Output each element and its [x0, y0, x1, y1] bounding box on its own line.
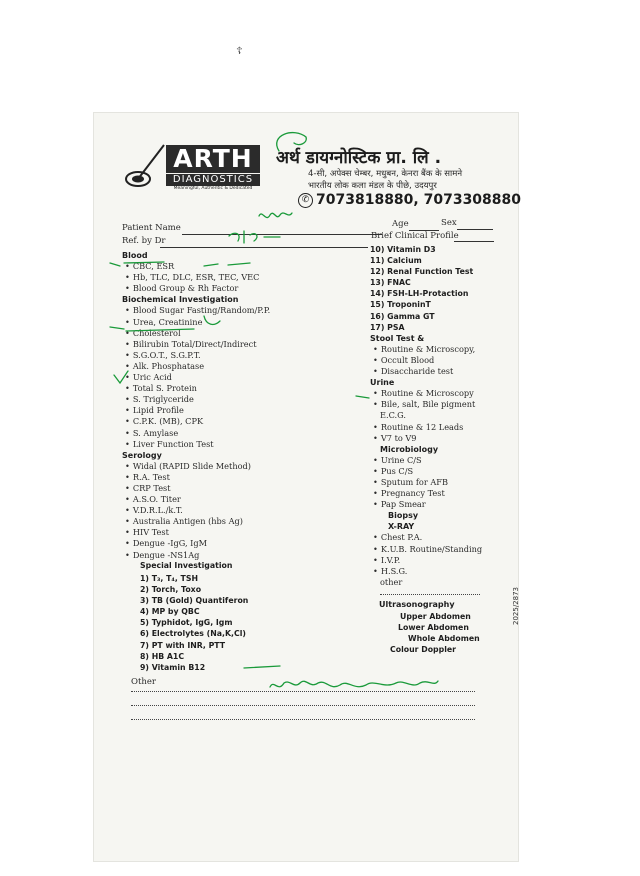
list-item: Blood: [122, 251, 148, 260]
list-item: • Sputum for AFB: [370, 477, 482, 488]
list-item: • V7 to V9: [370, 433, 482, 444]
list-item: 10) Vitamin D3: [370, 245, 436, 254]
list-item: • Uric Acid: [122, 372, 270, 383]
list-item: E.C.G.: [380, 410, 407, 421]
list-item: Colour Doppler: [390, 645, 457, 655]
list-item: 14) FSH-LH-Protaction: [370, 289, 469, 299]
address-line-2: भारतीय लोक कला मंडल के पीछे, उदयपुर: [308, 181, 437, 191]
list-item: Serology: [122, 450, 162, 460]
list-item: 15) TroponinT: [370, 300, 431, 310]
list-item: • Chest P.A.: [370, 532, 482, 543]
list-item: 9) Vitamin B12: [140, 662, 206, 672]
list-item: Lower Abdomen: [398, 623, 469, 633]
patient-name-line: [182, 234, 382, 235]
ultrasonography-title: Ultrasonography: [379, 600, 455, 609]
list-item: • CBC, ESR: [122, 261, 270, 272]
form-code: 2025/2873: [512, 587, 520, 625]
list-item: Biopsy: [388, 511, 419, 521]
list-item: Urine: [370, 378, 395, 388]
list-item: • Bile, salt, Bile pigment: [370, 399, 482, 410]
clinical-profile-label: Brief Clinical Profile: [371, 231, 459, 241]
age-label: Age: [392, 219, 409, 229]
list-item: 4) MP by QBC: [140, 607, 200, 617]
list-item: • Urea, Creatinine: [122, 317, 270, 328]
other-dotted-line: [380, 594, 480, 595]
list-item: • C.P.K. (MB), CPK: [122, 416, 270, 427]
list-item: other: [380, 576, 403, 587]
address-line-1: 4-सी, अपेक्स चेम्बर, मधुबन, केनरा बैंक के सामने: [308, 169, 463, 179]
list-item: • Lipid Profile: [122, 405, 270, 416]
list-item: 2) Torch, Toxo: [140, 585, 202, 595]
list-item: • Blood Group & Rh Factor: [122, 283, 270, 294]
list-item: 13) FNAC: [370, 278, 411, 288]
list-item: X-RAY: [388, 522, 415, 532]
list-item: • HIV Test: [122, 527, 270, 538]
list-item: Stool Test &: [370, 333, 425, 343]
patient-name-label: Patient Name: [122, 223, 181, 233]
ref-by-label: Ref. by Dr: [122, 236, 166, 246]
list-item: 6) Electrolytes (Na,K,Cl): [140, 629, 246, 639]
list-item: Microbiology: [380, 444, 439, 454]
list-item: 1) T₃, T₄, TSH: [140, 574, 198, 583]
list-item: • Bilirubin Total/Direct/Indirect: [122, 339, 270, 350]
list-item: • Cholesterol: [122, 328, 270, 339]
list-item: 17) PSA: [370, 322, 405, 332]
right-test-list: [370, 244, 482, 588]
clinical-profile-line: [454, 241, 494, 242]
sex-label: Sex: [441, 218, 457, 228]
phone-icon: ✆: [298, 193, 313, 208]
left-test-list: [122, 250, 270, 561]
list-item: • S.G.O.T., S.G.P.T.: [122, 350, 270, 361]
logo-tagline: Meaningful, Authentic & Dedicated: [173, 186, 253, 191]
arth-logo: [126, 143, 254, 193]
list-item: • CRP Test: [122, 483, 270, 494]
list-item: 11) Calcium: [370, 256, 422, 266]
list-item: • K.U.B. Routine/Standing: [370, 544, 482, 555]
list-item: • Routine & 12 Leads: [370, 422, 482, 433]
ref-by-line: [160, 247, 368, 248]
list-item: 7) PT with INR, PTT: [140, 640, 226, 650]
ultrasonography-list: [390, 611, 480, 655]
sex-line: [457, 229, 493, 230]
list-item: • R.A. Test: [122, 472, 270, 483]
list-item: 3) TB (Gold) Quantiferon: [140, 596, 249, 606]
list-item: • Occult Blood: [370, 355, 482, 366]
list-item: • Disaccharide test: [370, 366, 482, 377]
list-item: Whole Abdomen: [408, 634, 480, 644]
list-item: • Liver Function Test: [122, 439, 270, 450]
other-line-1: [131, 691, 475, 692]
list-item: • I.V.P.: [370, 555, 482, 566]
requisition-form: [94, 113, 522, 861]
list-item: • Routine & Microscopy,: [370, 344, 482, 355]
list-item: • Pregnancy Test: [370, 488, 482, 499]
list-item: • Blood Sugar Fasting/Random/P.P.: [122, 305, 270, 316]
phone-numbers: ✆ 7073818880, 7073308880: [298, 192, 521, 208]
list-item: • Hb, TLC, DLC, ESR, TEC, VEC: [122, 272, 270, 283]
list-item: 8) HB A1C: [140, 651, 185, 661]
list-item: 16) Gamma GT: [370, 311, 435, 321]
list-item: • Alk. Phosphatase: [122, 361, 270, 372]
special-investigation-title: Special Investigation: [140, 561, 233, 570]
special-test-list: [140, 573, 248, 673]
logo-sub: DIAGNOSTICS: [166, 174, 260, 186]
list-item: • Pap Smear: [370, 499, 482, 510]
list-item: Upper Abdomen: [400, 612, 471, 621]
list-item: • H.S.G.: [370, 566, 482, 577]
top-mark: ☦: [236, 46, 243, 57]
list-item: • S. Triglyceride: [122, 394, 270, 405]
list-item: • Total S. Protein: [122, 383, 270, 394]
list-item: • Australia Antigen (hbs Ag): [122, 516, 270, 527]
list-item: • Widal (RAPID Slide Method): [122, 461, 270, 472]
hindi-company-name: अर्थ डायग्नोस्टिक प्रा. लि .: [276, 148, 442, 168]
list-item: • Dengue -NS1Ag: [122, 550, 270, 561]
list-item: • S. Amylase: [122, 428, 270, 439]
list-item: • Pus C/S: [370, 466, 482, 477]
list-item: • Routine & Microscopy: [370, 388, 482, 399]
list-item: • A.S.O. Titer: [122, 494, 270, 505]
other-label: Other: [131, 677, 156, 687]
list-item: • Urine C/S: [370, 455, 482, 466]
other-line-3: [131, 719, 475, 720]
list-item: • V.D.R.L./k.T.: [122, 505, 270, 516]
list-item: Biochemical Investigation: [122, 295, 239, 305]
list-item: • Dengue -IgG, IgM: [122, 538, 270, 549]
list-item: 12) Renal Function Test: [370, 267, 474, 277]
list-item: 5) Typhidot, IgG, Igm: [140, 618, 233, 628]
logo-target-icon: [124, 143, 168, 193]
other-line-2: [131, 705, 475, 706]
logo-word: ARTH: [166, 145, 260, 173]
